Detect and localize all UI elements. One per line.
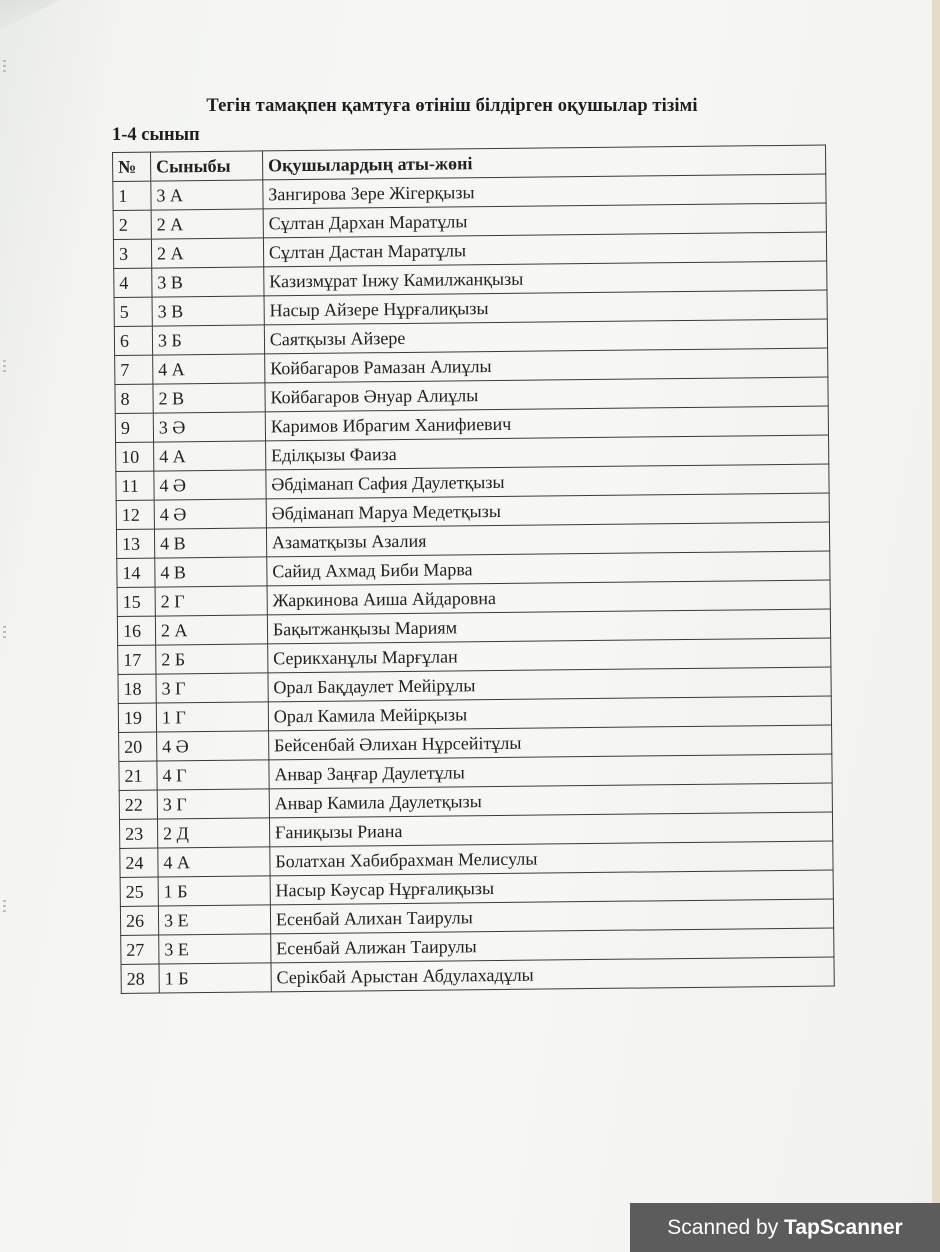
- punch-dots: [3, 60, 6, 74]
- row-student-name: Сұлтан Дархан Маратұлы: [263, 203, 826, 238]
- row-student-name: Жаркинова Аиша Айдаровна: [267, 580, 830, 615]
- row-class: 3 В: [152, 296, 264, 326]
- row-number: 1: [113, 181, 151, 210]
- row-student-name: Серикханұлы Марғұлан: [268, 638, 831, 673]
- row-number: 22: [119, 790, 157, 819]
- row-class: 4 Ә: [157, 731, 269, 761]
- row-class: 4 Ә: [154, 470, 266, 500]
- scanner-watermark: [630, 1203, 940, 1252]
- punch-dots: [3, 626, 6, 640]
- row-student-name: Койбагаров Әнуар Алиұлы: [265, 377, 828, 412]
- row-student-name: Орал Камила Мейірқызы: [268, 696, 831, 731]
- row-class: 3 Б: [152, 325, 264, 355]
- student-table: [112, 145, 835, 994]
- row-number: 25: [120, 877, 158, 906]
- row-number: 23: [119, 819, 157, 848]
- row-class: 3 Е: [158, 905, 270, 935]
- row-number: 24: [120, 848, 158, 877]
- row-number: 14: [117, 558, 155, 587]
- row-student-name: Серікбай Арыстан Абдулахадұлы: [271, 957, 834, 992]
- row-class: 2 А: [151, 238, 263, 268]
- row-student-name: Болатхан Хабибрахман Мелисулы: [270, 841, 833, 876]
- row-class: 2 Г: [155, 586, 267, 616]
- row-student-name: Орал Бақдаулет Мейірұлы: [268, 667, 831, 702]
- page-fold-corner: [0, 0, 60, 30]
- document-title: Тегін тамақпен қамтуға өтініш білдірген оқушылар тізімі: [206, 96, 698, 116]
- row-class: 1 Б: [158, 876, 270, 906]
- row-class: 1 Г: [156, 702, 268, 732]
- row-class: 2 Б: [156, 644, 268, 674]
- row-number: 7: [115, 355, 153, 384]
- row-class: 4 В: [154, 528, 266, 558]
- row-number: 11: [116, 471, 154, 500]
- row-class: 4 Ә: [154, 499, 266, 529]
- row-class: 3 Е: [159, 934, 271, 964]
- row-class: 3 Г: [157, 789, 269, 819]
- row-number: 26: [120, 906, 158, 935]
- row-student-name: Саятқызы Айзере: [264, 319, 827, 354]
- row-student-name: Зангирова Зере Жігерқызы: [263, 174, 826, 209]
- row-class: 4 Г: [157, 760, 269, 790]
- row-class: 4 А: [158, 847, 270, 877]
- table-body: [113, 174, 834, 993]
- row-student-name: Бейсенбай Әлихан Нұрсейітұлы: [268, 725, 831, 760]
- row-student-name: Есенбай Алихан Таирулы: [270, 899, 833, 934]
- row-class: 2 В: [153, 383, 265, 413]
- row-number: 12: [116, 500, 154, 529]
- row-class: 3 В: [152, 267, 264, 297]
- row-number: 13: [116, 529, 154, 558]
- row-class: 4 В: [155, 557, 267, 587]
- row-student-name: Сұлтан Дастан Маратұлы: [263, 232, 826, 267]
- row-number: 17: [118, 645, 156, 674]
- row-class: 3 А: [151, 180, 263, 210]
- punch-dots: [3, 900, 6, 914]
- row-student-name: Насыр Кәусар Нұрғалиқызы: [270, 870, 833, 905]
- row-number: 16: [117, 616, 155, 645]
- table-row: [121, 957, 834, 993]
- row-number: 3: [113, 239, 151, 268]
- row-student-name: Әбдіманап Сафия Даулетқызы: [266, 464, 829, 499]
- row-number: 15: [117, 587, 155, 616]
- row-student-name: Азаматқызы Азалия: [266, 522, 829, 557]
- row-number: 27: [121, 935, 159, 964]
- row-number: 9: [115, 413, 153, 442]
- row-number: 6: [114, 326, 152, 355]
- row-student-name: Насыр Айзере Нұрғалиқызы: [264, 290, 827, 325]
- row-student-name: Анвар Камила Даулетқызы: [269, 783, 832, 818]
- watermark-brand: TapScanner: [784, 1216, 903, 1239]
- row-number: 18: [118, 674, 156, 703]
- row-student-name: Әбдіманап Маруа Медетқызы: [266, 493, 829, 528]
- row-class: 3 Ә: [153, 412, 265, 442]
- row-number: 19: [118, 703, 156, 732]
- header-class: Сыныбы: [150, 151, 262, 181]
- row-number: 28: [121, 964, 159, 993]
- row-student-name: Есенбай Алижан Таирулы: [271, 928, 834, 963]
- document-subtitle: 1-4 сынып: [112, 125, 200, 145]
- row-class: 2 А: [151, 209, 263, 239]
- header-student-name: Оқушылардың аты-жөні: [262, 145, 825, 180]
- row-student-name: Койбагаров Рамазан Алиұлы: [264, 348, 827, 383]
- row-number: 21: [119, 761, 157, 790]
- row-student-name: Ғаниқызы Риана: [269, 812, 832, 847]
- row-number: 8: [115, 384, 153, 413]
- background-edge: [932, 0, 940, 1252]
- row-number: 4: [114, 268, 152, 297]
- row-class: 4 А: [153, 354, 265, 384]
- row-class: 2 Д: [157, 818, 269, 848]
- row-student-name: Анвар Заңғар Даулетұлы: [269, 754, 832, 789]
- header-number: №: [113, 152, 151, 181]
- punch-dots: [3, 360, 6, 374]
- row-class: 3 Г: [156, 673, 268, 703]
- row-number: 20: [119, 732, 157, 761]
- row-class: 4 А: [154, 441, 266, 471]
- row-student-name: Казизмұрат Інжу Камилжанқызы: [264, 261, 827, 296]
- row-class: 1 Б: [159, 963, 271, 993]
- row-student-name: Еділқызы Фаиза: [265, 435, 828, 470]
- row-number: 10: [116, 442, 154, 471]
- row-student-name: Сайид Ахмад Биби Марва: [267, 551, 830, 586]
- row-student-name: Бақытжанқызы Мариям: [267, 609, 830, 644]
- row-number: 2: [113, 210, 151, 239]
- watermark-prefix: Scanned by: [667, 1216, 785, 1239]
- row-number: 5: [114, 297, 152, 326]
- row-student-name: Каримов Ибрагим Ханифиевич: [265, 406, 828, 441]
- row-class: 2 А: [155, 615, 267, 645]
